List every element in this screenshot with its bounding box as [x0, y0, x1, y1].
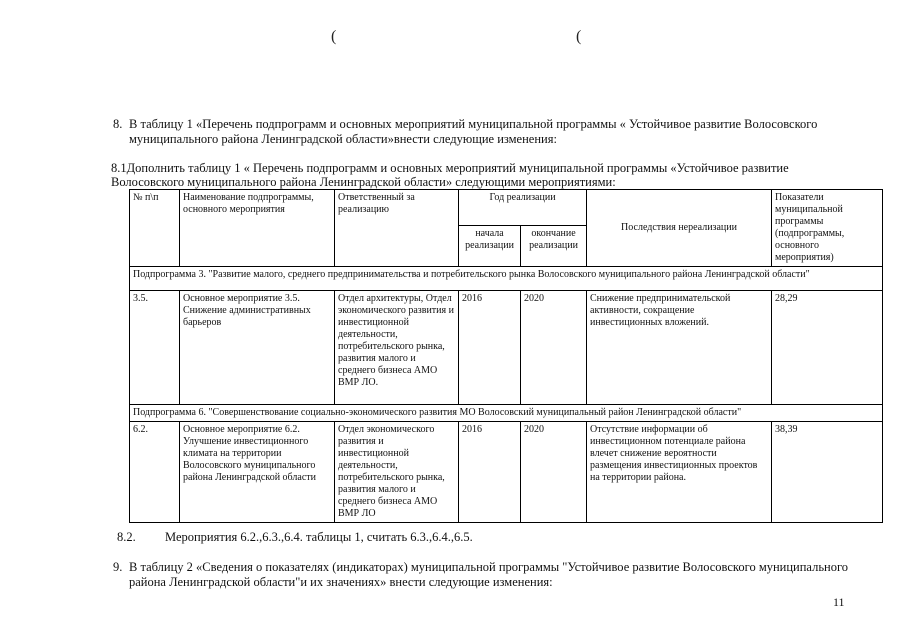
row-6-2-start: 2016 [459, 422, 521, 523]
header-indicators: Показатели муниципальной программы (подпрограммы, основного мероприятия) [772, 190, 883, 267]
header-name: Наименование подпрограммы, основного мероприятия [180, 190, 335, 267]
subprogram-3-row: Подпрограмма 3. "Развитие малого, среднего предпринимательства и потребительского рынка Волосовского муниципального района Ленинградской области" [130, 267, 883, 291]
item-9-number: 9. [113, 560, 123, 574]
header-responsible: Ответственный за реализацию [335, 190, 459, 267]
row-6-2-end: 2020 [521, 422, 587, 523]
item-8-2-text: Мероприятия 6.2.,6.3.,6.4. таблицы 1, считать 6.3.,6.4.,6.5. [165, 530, 473, 544]
binding-mark-right: ( [576, 28, 582, 45]
header-num: № п\п [130, 190, 180, 267]
row-3-5-consequences: Снижение предпринимательской активности, сокращение инвестиционных вложений. [587, 291, 772, 405]
row-6-2-responsible: Отдел экономического развития и инвестиционной деятельности, потребительского рынка, развития малого и среднего бизнеса АМО ВМР ЛО [335, 422, 459, 523]
item-8-1-line2: Волосовского муниципального района Ленинградской области» следующими мероприятиями: [111, 175, 616, 189]
row-6-2-num: 6.2. [130, 422, 180, 523]
row-3-5-start: 2016 [459, 291, 521, 405]
binding-mark-left: ( [331, 28, 337, 45]
row-3-5-indicators: 28,29 [772, 291, 883, 405]
item-8-2-number: 8.2. [117, 530, 136, 544]
item-8-line2: муниципального района Ленинградской области»внести следующие изменения: [129, 132, 557, 146]
row-6-2-consequences: Отсутствие информации об инвестиционном потенциале района влечет снижение вероятности размещения инвестиционных проектов на территории района. [587, 422, 772, 523]
subprogram-6-row: Подпрограмма 6. "Совершенствование социально-экономического развития МО Волосовский муниципальный район Ленинградской области" [130, 405, 883, 422]
header-consequences: Последствия нереализации [587, 190, 772, 267]
row-3-5-num: 3.5. [130, 291, 180, 405]
measures-table [129, 189, 883, 523]
header-end: окончание реализации [521, 226, 587, 267]
item-8-1-line1: 8.1Дополнить таблицу 1 « Перечень подпрограмм и основных мероприятий муниципальной программы «Устойчивое развитие [111, 161, 789, 175]
item-8-line1: В таблицу 1 «Перечень подпрограмм и основных мероприятий муниципальной программы « Устойчивое развитие Волосовского [129, 117, 818, 131]
header-start: начала реализации [459, 226, 521, 267]
item-9-line2: района Ленинградской области"и их значениях» внести следующие изменения: [129, 575, 553, 589]
row-6-2-indicators: 38,39 [772, 422, 883, 523]
header-year: Год реализации [459, 190, 587, 226]
row-3-5-end: 2020 [521, 291, 587, 405]
row-3-5-name: Основное мероприятие 3.5. Снижение административных барьеров [180, 291, 335, 405]
item-9-line1: В таблицу 2 «Сведения о показателях (индикаторах) муниципальной программы "Устойчивое развитие Волосовского муниципального [129, 560, 849, 574]
row-3-5-responsible: Отдел архитектуры, Отдел экономического развития и инвестиционной деятельности, потребительского рынка, развития малого и среднего бизнеса АМО ВМР ЛО. [335, 291, 459, 405]
page-number: 11 [833, 595, 845, 609]
row-6-2-name: Основное мероприятие 6.2. Улучшение инвестиционного климата на территории Волосовского муниципального района Ленинградской области [180, 422, 335, 523]
item-8-number: 8. [113, 117, 123, 131]
